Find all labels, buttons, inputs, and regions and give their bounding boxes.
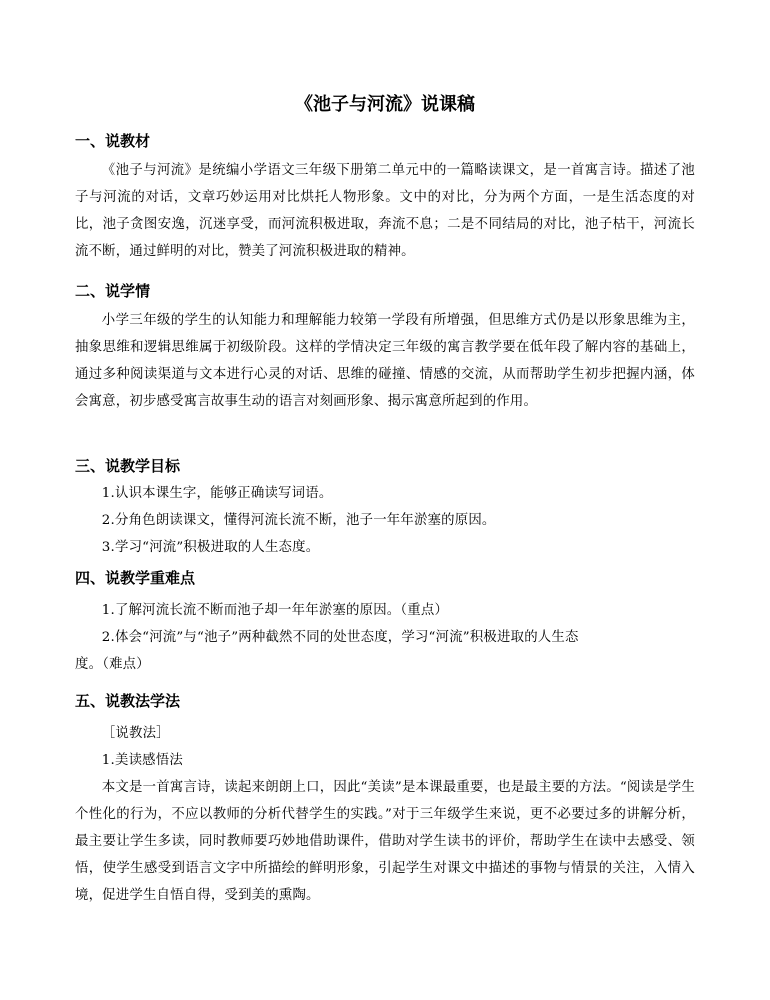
method-item: 1.美读感悟法 (101, 753, 183, 768)
section-key-points (75, 567, 695, 678)
section-teaching-goals (75, 455, 695, 561)
document-title: 《池子与河流》说课稿 (295, 94, 475, 115)
method-subheading: ［说教法］ (101, 726, 170, 741)
key-point-line-continued: 度。（难点） (75, 657, 150, 672)
goal-item: 3.学习“河流”积极进取的人生态度。 (101, 540, 320, 555)
section-heading: 五、说教法学法 (75, 692, 181, 710)
section-methods (75, 690, 695, 909)
section-paragraph: 本文是一首寓言诗，读起来朗朗上口，因此“美读”是本课最重要，也是最主要的方法。“阅读是学生个性化的行为，不应以教师的分析代替学生的实践。”对于三年级学生来说，更不必要过多的讲解分析，最主要让学生多读，同时教师要巧妙地借助课件，借助对学生读书的评价，帮助学生在读中去感受、领悟，使学生感受到语言文字中所描绘的鲜明形象，引起学生对课文中描述的事物与情景的关注，入情入境，促进学生自悟自得，受到美的熏陶。 (75, 780, 695, 903)
key-point-line: 2.体会“河流”与“池子”两种截然不同的处世态度，学习“河流”积极进取的人生态 (101, 630, 579, 645)
goal-item: 1.认识本课生字，能够正确读写词语。 (101, 486, 333, 501)
key-point-item: 1.了解河流长流不断而池子却一年年淤塞的原因。（重点） (101, 603, 449, 618)
goal-item: 2.分角色朗读课文，懂得河流长流不断，池子一年年淤塞的原因。 (101, 513, 496, 528)
section-textbook (75, 130, 695, 265)
section-learners (75, 280, 695, 415)
section-heading: 一、说教材 (75, 132, 151, 150)
section-heading: 四、说教学重难点 (75, 569, 196, 587)
section-paragraph: 《池子与河流》是统编小学语文三年级下册第二单元中的一篇略读课文，是一首寓言诗。描述了池子与河流的对话，文章巧妙运用对比烘托人物形象。文中的对比，分为两个方面，一是生活态度的对比，池子贪图安逸，沉迷享受，而河流积极进取，奔流不息；二是不同结局的对比，池子枯干，河流长流不断，通过鲜明的对比，赞美了河流积极进取的精神。 (75, 163, 695, 259)
key-point-item (75, 624, 695, 678)
section-heading: 三、说教学目标 (75, 457, 181, 475)
section-paragraph: 小学三年级的学生的认知能力和理解能力较第一学段有所增强，但思维方式仍是以形象思维为主，抽象思维和逻辑思维属于初级阶段。这样的学情决定三年级的寓言教学要在低年段了解内容的基础上，通过多种阅读渠道与文本进行心灵的对话、思维的碰撞、情感的交流，从而帮助学生初步把握内涵，体会寓意，初步感受寓言故事生动的语言对刻画形象、揭示寓意所起到的作用。 (75, 313, 695, 409)
section-heading: 二、说学情 (75, 282, 151, 300)
